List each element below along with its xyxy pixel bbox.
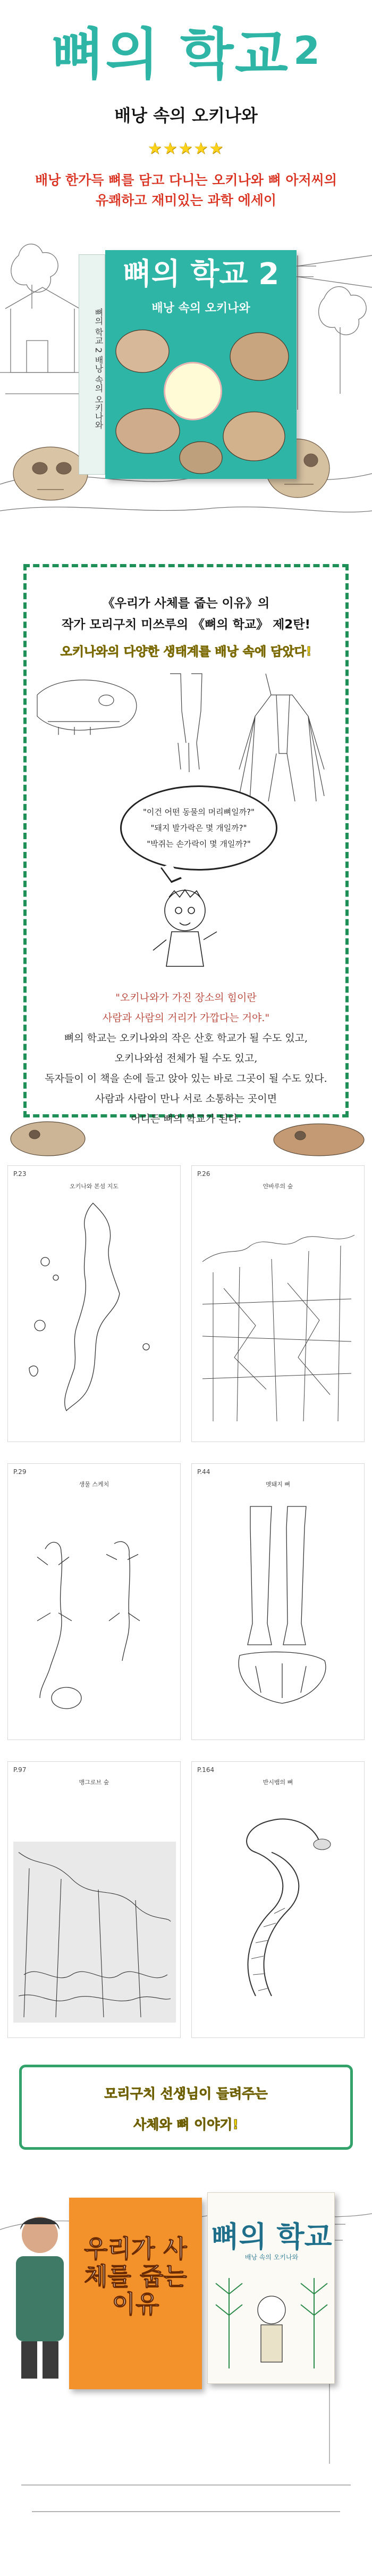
- page-caption: 멧돼지 뼈: [265, 1481, 290, 1488]
- intro-section: [0, 564, 372, 1165]
- book1-title: 우리가 사체를 줍는 이유: [84, 2234, 187, 2318]
- cover-title: 뼈의 학교 2: [122, 257, 280, 292]
- page-caption: 생물 스케치: [79, 1481, 109, 1488]
- hero-subtitle: 배낭 속의 오키나와: [114, 105, 258, 126]
- hero-description: 배낭 한가득 뼈를 담고 다니는 오키나와 뼈 아저씨의 유쾌하고 재미있는 과학 에세이: [35, 172, 337, 208]
- page-caption: 반시뱀의 뼈: [263, 1779, 293, 1786]
- sample-page-23: [7, 1165, 181, 1442]
- hero-section: [0, 0, 372, 564]
- mangrove-drawing: [8, 1762, 181, 2039]
- character-illustration: [148, 881, 222, 977]
- page-caption: 얀바루의 숲: [263, 1183, 293, 1190]
- page-caption: 오키나와 본섬 지도: [69, 1183, 119, 1190]
- sample-pages-section: [0, 1165, 372, 2038]
- sample-page-97: [7, 1761, 181, 2038]
- page-caption: 맹그로브 숲: [79, 1779, 109, 1786]
- intro-heading: 《우리가 사체를 줍는 이유》의 작가 모리구치 미쓰루의 《뼈의 학교》 제2탄!: [61, 597, 311, 632]
- page-number: P.44: [197, 1468, 210, 1476]
- cover-badge: [164, 362, 222, 420]
- intro-quote: "오키나와가 가진 장소의 힘이란 사람과 사람의 거리가 가깝다는 거야." 뼈의 학교는 오키나와의 작은 산호 학교가 될 수도 있고, 오키나와섬 전체가 될 수도 있고, 독자들이 이 책을 손에 들고 앉아 있는 바로 그곳이 될 수도 있다. 사람과 사람이 만나 서로 소통하는 곳이면 어디든 뼈의 학교가 된다.: [45, 992, 327, 1125]
- book2-illustration: [208, 2262, 335, 2384]
- book-cover: [79, 250, 297, 479]
- page-number: P.29: [13, 1468, 27, 1476]
- page-number: P.26: [197, 1170, 210, 1178]
- book2-subtitle: 배낭 속의 오키나와: [244, 2254, 299, 2261]
- footer-callout: [19, 2065, 353, 2150]
- sample-page-164: [191, 1761, 365, 2038]
- page-number: P.164: [197, 1766, 215, 1774]
- sample-page-26: [191, 1165, 365, 1442]
- creature-sketches: [8, 1464, 181, 1741]
- author-photo: [5, 2203, 74, 2384]
- footer-line1: 모리구치 선생님이 들려주는: [104, 2086, 268, 2101]
- skulls-divider: [0, 1112, 372, 1165]
- hero-title: 뼈의 학교 2: [50, 22, 322, 87]
- book-cover-corpse: [69, 2198, 202, 2389]
- snake-skeleton-drawing: [192, 1762, 365, 2039]
- intro-dashed-box: [23, 564, 349, 1125]
- footer-section: [0, 2043, 372, 2576]
- intro-highlight: 오키나와의 다양한 생태계를 배낭 속에 담았다!: [60, 645, 312, 659]
- speech-bubble: "이건 어떤 동물의 머리뼈일까?" "돼지 발가락은 몇 개일까?" "박쥐는 손가락이 몇 개일까?": [120, 785, 277, 871]
- forest-drawing: [192, 1166, 365, 1443]
- okinawa-map-drawing: [8, 1166, 181, 1443]
- page-number: P.97: [13, 1766, 27, 1774]
- book-front: [105, 250, 297, 479]
- footer-line2: 사체와 뼈 이야기!: [133, 2117, 239, 2132]
- rating-stars: ★★★★★: [147, 139, 225, 158]
- page-number: P.23: [13, 1170, 27, 1178]
- bone-drawing: [192, 1464, 365, 1741]
- sample-page-44: [191, 1463, 365, 1740]
- book-spine: 뼈의 학교 2 배낭 속의 오키나와: [79, 254, 105, 475]
- cover-subtitle: 배낭 속의 오키나와: [151, 302, 250, 315]
- book-cover-bone-school: [207, 2192, 335, 2384]
- sample-page-29: [7, 1463, 181, 1740]
- book2-title: 뼈의 학교: [211, 2220, 332, 2254]
